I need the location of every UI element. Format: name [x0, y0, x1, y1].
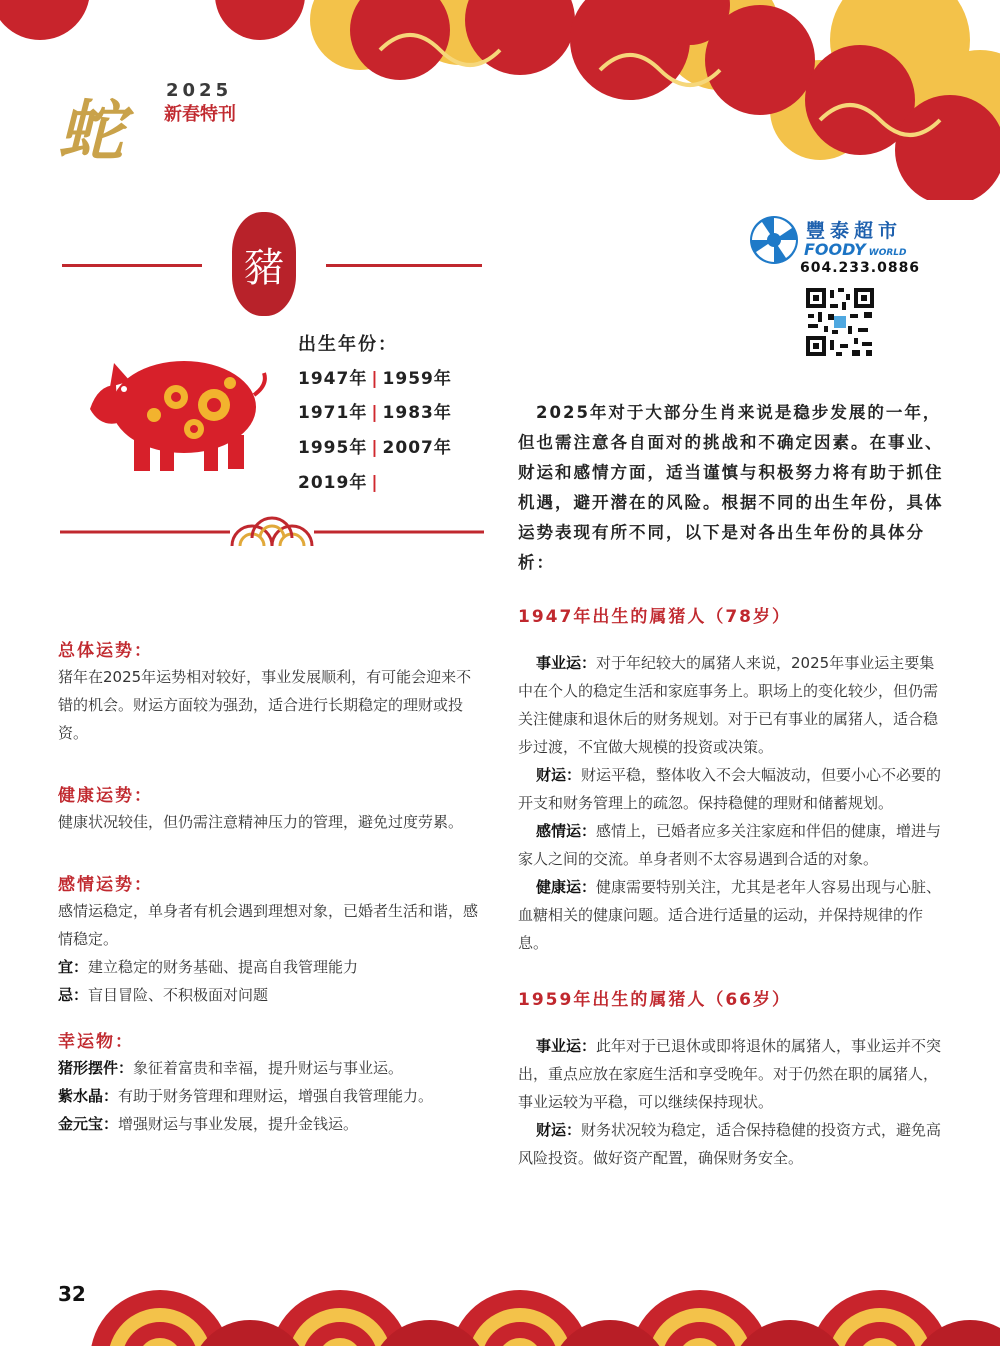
pig-papercut-icon: [84, 345, 270, 475]
issue-subtitle: 新春特刊: [164, 104, 236, 125]
pig-seal-stamp: 豬: [232, 212, 296, 316]
left-column: [58, 636, 484, 1138]
lucky-item: 金元宝：增强财运与事业发展，提升金钱运。: [58, 1115, 359, 1133]
section-1959-heading: 1959年出生的属猪人（66岁）: [518, 990, 791, 1010]
overall-fortune-text: 猪年在2025年运势相对较好，事业发展顺利，有可能会迎来不错的机会。财运方面较为强劲，适合进行长期稳定的理财或投资。: [58, 668, 472, 742]
qr-code[interactable]: [804, 286, 876, 358]
right-column: [518, 602, 944, 1172]
header-rule-right: [326, 264, 482, 267]
birth-year: 1959年: [382, 369, 452, 389]
health-fortune-text: 健康状况较佳，但仍需注意精神压力的管理，避免过度劳累。: [58, 813, 464, 831]
fortune-item: 事业运：对于年纪较大的属猪人来说，2025年事业运主要集中在个人的稳定生活和家庭事务上。职场上的变化较少，但仍需关注健康和退休后的财务规划。对于已有事业的属猪人，适合稳步过渡，不宜做大规模的投资或决策。: [518, 654, 939, 756]
birth-year: 1983年: [382, 403, 452, 423]
fortune-item: 感情运：感情上，已婚者应多关注家庭和伴侣的健康，增进与家人之间的交流。单身者则不太容易遇到合适的对象。: [518, 822, 942, 868]
birth-year: 1995年: [298, 438, 368, 458]
wave-divider-ornament: [60, 512, 484, 552]
top-cloud-decoration: [0, 0, 1000, 200]
birth-years-title: 出生年份：: [298, 334, 398, 355]
birth-years-row: 1995年 | 2007年: [298, 438, 452, 458]
fortune-item: 健康运：健康需要特别关注，尤其是老年人容易出现与心脏、血糖相关的健康问题。适合进行适量的运动，并保持规律的作息。: [518, 878, 942, 952]
snake-calligraphy-logo: 蛇: [58, 92, 118, 170]
advertiser-name-english: FOODY WORLD: [804, 240, 907, 259]
avoid-item: 忌：盲目冒险、不积极面对问题: [58, 986, 269, 1004]
birth-years-row: 1947年 | 1959年: [298, 369, 452, 389]
issue-year: 2025: [166, 80, 233, 101]
section-1947-heading: 1947年出生的属猪人（78岁）: [518, 607, 791, 627]
foody-world-logo-icon: [748, 214, 800, 266]
do-item: 宜：建立稳定的财务基础、提高自我管理能力: [58, 958, 359, 976]
birth-years-row: 2019年 |: [298, 473, 379, 493]
lucky-items-list: [58, 1054, 484, 1138]
birth-year: 2007年: [382, 438, 452, 458]
advertiser-phone: 604.233.0886: [800, 260, 921, 276]
bottom-wave-decoration: [0, 1250, 1000, 1346]
fortune-item: 财运：财务状况较为稳定，适合保持稳健的投资方式，避免高风险投资。做好资产配置，确保财务安全。: [518, 1121, 942, 1167]
advertiser-name-chinese: 豐泰超市: [806, 220, 903, 242]
birth-year: 1971年: [298, 403, 368, 423]
lucky-item: 猪形摆件：象征着富贵和幸福，提升财运与事业运。: [58, 1059, 404, 1077]
section-1959-body: [518, 1032, 944, 1172]
birth-year: 1947年: [298, 369, 368, 389]
fortune-item: 财运：财运平稳，整体收入不会大幅波动，但要小心不必要的开支和财务管理上的疏忽。保持稳健的理财和储蓄规划。: [518, 766, 942, 812]
birth-year: 2019年: [298, 473, 368, 493]
header-rule-left: [62, 264, 202, 267]
fortune-item: 事业运：此年对于已退休或即将退休的属猪人，事业运并不突出，重点应放在家庭生活和享受晚年。对于仍然在职的属猪人，事业运较为平稳，可以继续保持现状。: [518, 1037, 942, 1111]
lucky-item: 紫水晶：有助于财务管理和理财运，增强自我管理能力。: [58, 1087, 434, 1105]
lucky-items-heading: 幸运物：: [58, 1032, 134, 1052]
page-number: 32: [58, 1282, 86, 1306]
birth-years-row: 1971年 | 1983年: [298, 403, 452, 423]
section-1947-body: [518, 649, 944, 957]
love-fortune-heading: 感情运势：: [58, 875, 153, 895]
overall-fortune-heading: 总体运势：: [58, 641, 153, 661]
love-fortune-text: 感情运稳定，单身者有机会遇到理想对象，已婚者生活和谐，感情稳定。 宜：建立稳定的财务基础、提高自我管理能力 忌：盲目冒险、不积极面对问题: [58, 897, 484, 1009]
intro-paragraph: 2025年对于大部分生肖来说是稳步发展的一年，但也需注意各自面对的挑战和不确定因素。在事业、财运和感情方面，适当谨慎与积极努力将有助于抓住机遇，避开潜在的风险。根据不同的出生年份，具体运势表现有所不同，以下是对各出生年份的具体分析：: [518, 403, 944, 572]
health-fortune-heading: 健康运势：: [58, 786, 153, 806]
